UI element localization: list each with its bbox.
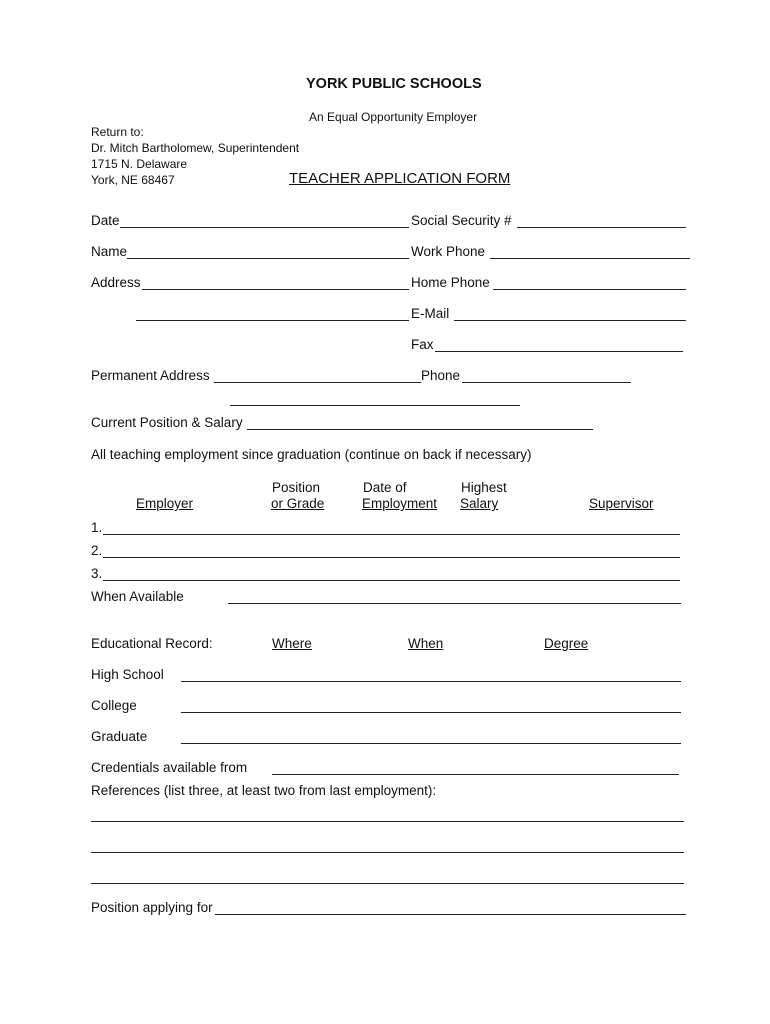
school-name: YORK PUBLIC SCHOOLS	[306, 76, 482, 92]
phone-field[interactable]	[462, 382, 631, 383]
address-label: Address	[91, 275, 141, 290]
position-column-header-line1: Position	[272, 480, 321, 495]
permanent-address-label: Permanent Address	[91, 368, 210, 383]
reference-field[interactable]	[91, 852, 684, 853]
employment-instruction: All teaching employment since graduation (continue on back if necessary)	[91, 447, 532, 462]
tagline: An Equal Opportunity Employer	[309, 110, 478, 124]
credentials-field[interactable]	[272, 774, 679, 775]
graduate-field[interactable]	[181, 743, 681, 744]
employment-row-field[interactable]	[103, 557, 680, 558]
references-label: References (list three, at least two from last employment):	[91, 783, 437, 798]
fax-field[interactable]	[435, 351, 683, 352]
superintendent-name: Dr. Mitch Bartholomew, Superintendent	[91, 141, 300, 155]
degree-column-header: Degree	[544, 636, 589, 651]
when-available-field[interactable]	[228, 603, 681, 604]
phone-label: Phone	[421, 368, 461, 383]
date-field[interactable]	[120, 227, 409, 228]
home-phone-field[interactable]	[493, 289, 686, 290]
city-state-zip: York, NE 68467	[91, 173, 175, 187]
name-label: Name	[91, 244, 128, 259]
graduate-label: Graduate	[91, 729, 148, 744]
high-school-label: High School	[91, 667, 164, 682]
reference-field[interactable]	[91, 821, 684, 822]
email-label: E-Mail	[411, 306, 450, 321]
where-column-header: Where	[272, 636, 312, 651]
college-field[interactable]	[181, 712, 681, 713]
address-line2-field[interactable]	[136, 320, 409, 321]
credentials-label: Credentials available from	[91, 760, 248, 775]
employment-row-field[interactable]	[103, 534, 680, 535]
supervisor-column-header: Supervisor	[589, 496, 654, 511]
salary-column-header-line2: Salary	[460, 496, 499, 511]
when-available-label: When Available	[91, 589, 184, 604]
current-position-label: Current Position & Salary	[91, 415, 243, 430]
salary-column-header-line1: Highest	[461, 480, 507, 495]
street-address: 1715 N. Delaware	[91, 157, 188, 171]
high-school-field[interactable]	[181, 681, 681, 682]
educational-record-label: Educational Record:	[91, 636, 213, 651]
home-phone-label: Home Phone	[411, 275, 490, 290]
position-applying-label: Position applying for	[91, 900, 213, 915]
name-field[interactable]	[127, 258, 409, 259]
ssn-label: Social Security #	[411, 213, 512, 228]
date-column-header-line2: Employment	[362, 496, 438, 511]
reference-field[interactable]	[91, 883, 684, 884]
college-label: College	[91, 698, 137, 713]
employment-row-number: 1.	[91, 520, 103, 535]
employment-row-field[interactable]	[103, 580, 680, 581]
permanent-address-field[interactable]	[214, 382, 421, 383]
work-phone-field[interactable]	[490, 258, 690, 259]
form-title: TEACHER APPLICATION FORM	[289, 170, 511, 187]
current-position-field[interactable]	[247, 429, 593, 430]
address-field[interactable]	[142, 289, 409, 290]
work-phone-label: Work Phone	[411, 244, 486, 259]
employment-row-number: 2.	[91, 543, 103, 558]
position-applying-field[interactable]	[215, 914, 686, 915]
date-column-header-line1: Date of	[363, 480, 407, 495]
fax-label: Fax	[411, 337, 434, 352]
ssn-field[interactable]	[517, 227, 686, 228]
when-column-header: When	[408, 636, 444, 651]
email-field[interactable]	[454, 320, 686, 321]
return-to-label: Return to:	[91, 125, 144, 139]
employment-row-number: 3.	[91, 566, 103, 581]
permanent-address-line2-field[interactable]	[230, 405, 520, 406]
employer-column-header: Employer	[136, 496, 194, 511]
date-label: Date	[91, 213, 120, 228]
position-column-header-line2: or Grade	[271, 496, 325, 511]
